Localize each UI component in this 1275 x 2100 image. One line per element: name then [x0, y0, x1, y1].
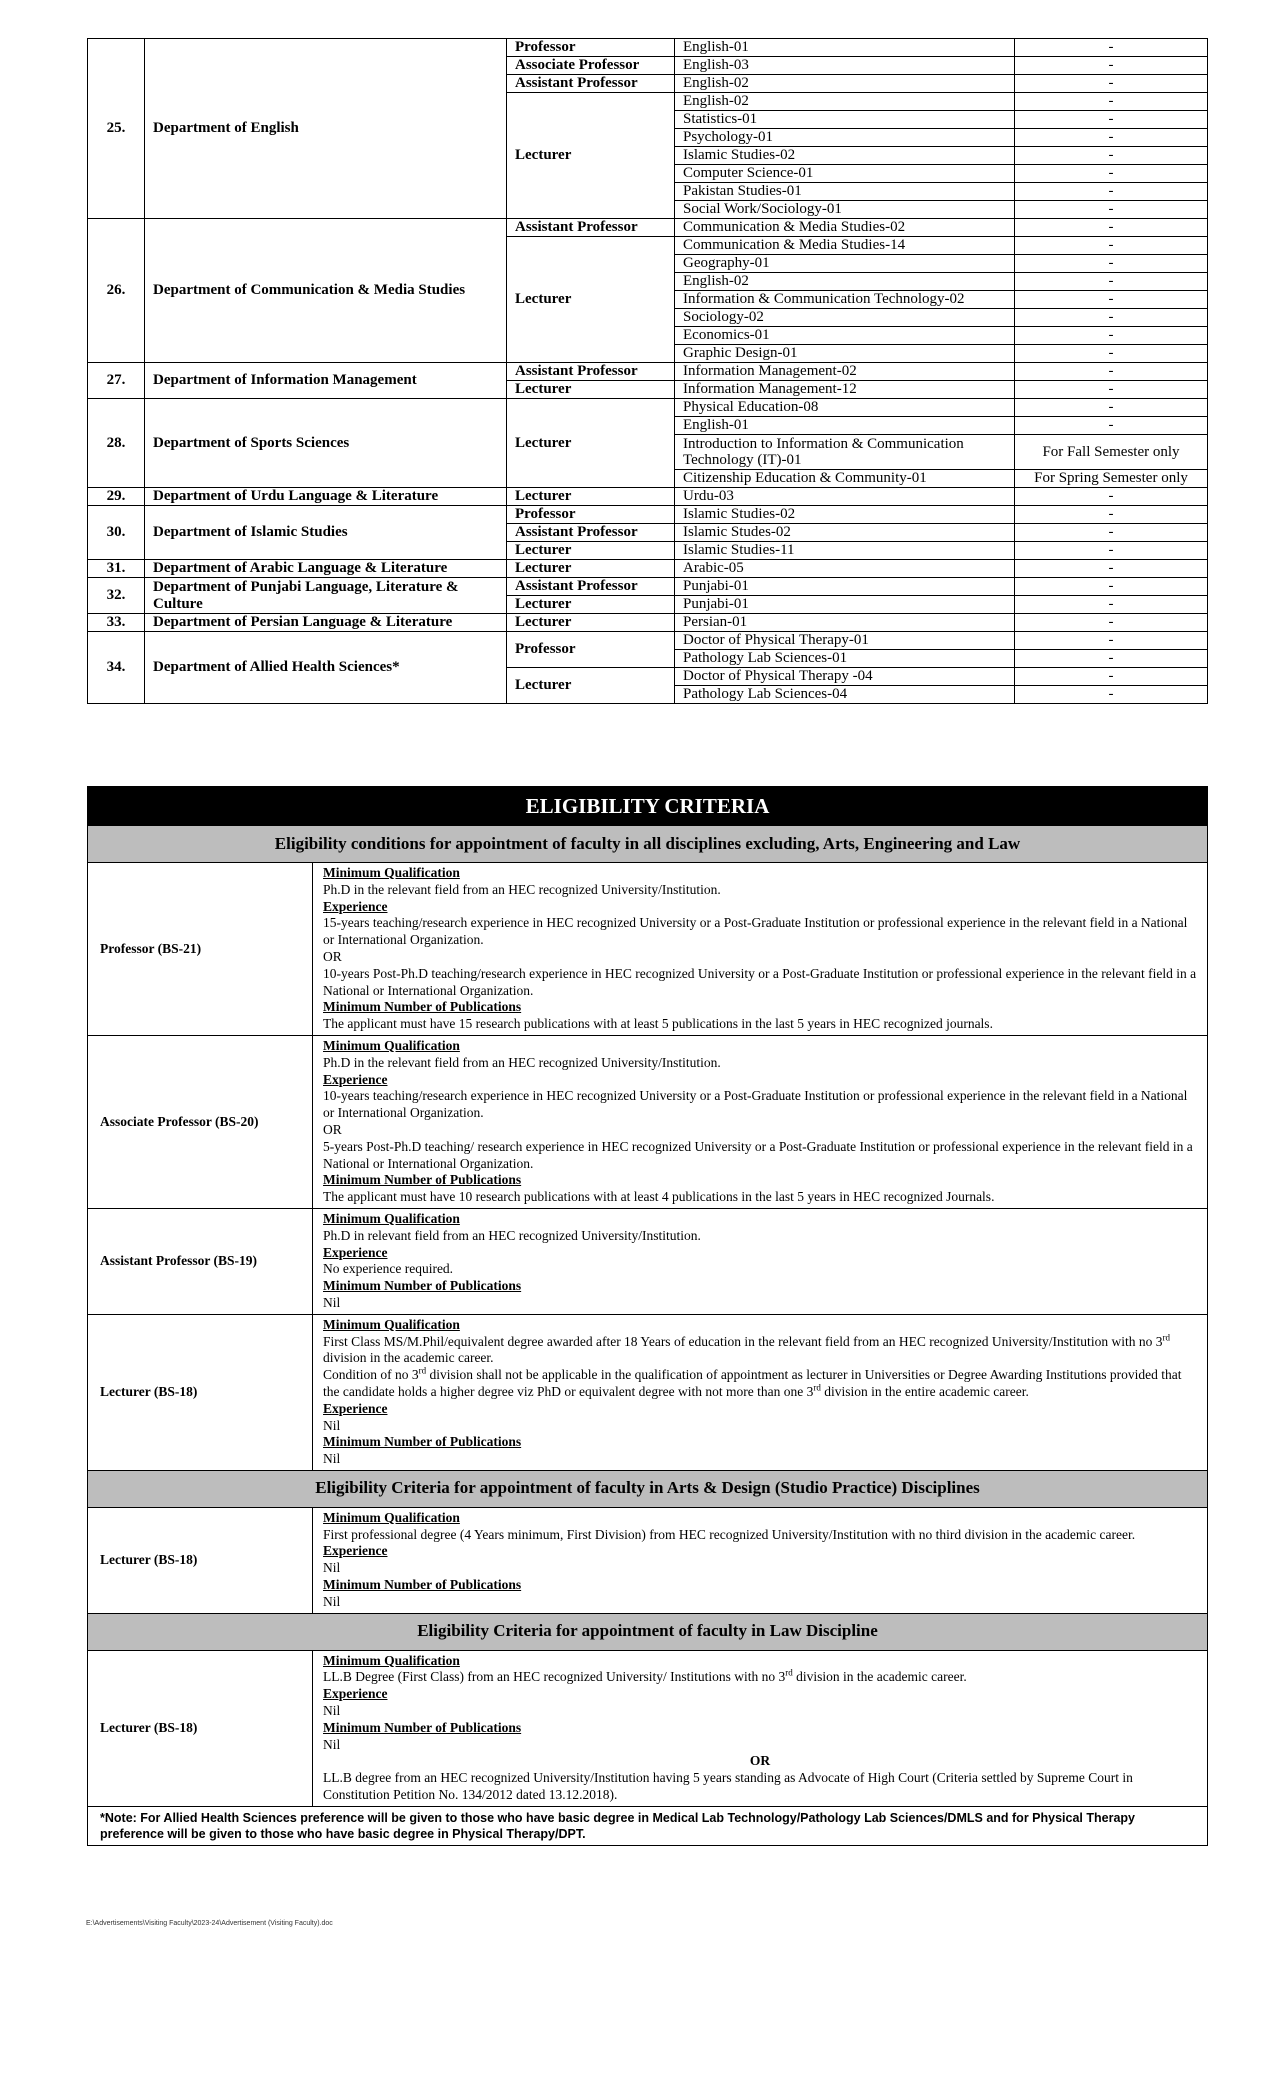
remark: - — [1015, 219, 1208, 237]
criteria-heading: Experience — [323, 898, 388, 914]
subject-seats: Introduction to Information & Communication Technology (IT)-01 — [675, 435, 1015, 470]
department-number: 33. — [88, 614, 145, 632]
department-number: 30. — [88, 506, 145, 560]
criteria-line: Nil — [323, 1736, 341, 1752]
department-name: Department of Persian Language & Literature — [145, 614, 507, 632]
subject-seats: Citizenship Education & Community-01 — [675, 470, 1015, 488]
subject-seats: Islamic Studes-02 — [675, 524, 1015, 542]
subject-seats: English-02 — [675, 273, 1015, 291]
criteria-row — [88, 1650, 1208, 1806]
table-row — [88, 614, 1208, 632]
post-grade: Lecturer (BS-18) — [88, 1507, 313, 1613]
post-title: Assistant Professor — [507, 75, 675, 93]
criteria-heading: Minimum Number of Publications — [323, 999, 522, 1015]
remark: - — [1015, 650, 1208, 668]
criteria-row — [88, 1314, 1208, 1470]
remark: - — [1015, 417, 1208, 435]
remark: - — [1015, 686, 1208, 704]
post-title: Lecturer — [507, 542, 675, 560]
criteria-text — [313, 1035, 1208, 1208]
subject-seats: Graphic Design-01 — [675, 345, 1015, 363]
criteria-line: OR — [323, 1121, 342, 1137]
table-row — [88, 219, 1208, 237]
post-title: Associate Professor — [507, 57, 675, 75]
remark: - — [1015, 93, 1208, 111]
subject-seats: Islamic Studies-02 — [675, 147, 1015, 165]
criteria-line: First Class MS/M.Phil/equivalent degree awarded after 18 Years of education in the relevant field from an HEC recognized University/Institution with no 3rd division in the academic career. — [323, 1332, 1170, 1366]
criteria-line: Nil — [323, 1294, 341, 1310]
criteria-heading: Minimum Qualification — [323, 1316, 460, 1332]
remark: - — [1015, 363, 1208, 381]
section-title: Eligibility Criteria for appointment of faculty in Arts & Design (Studio Practice) Disciplines — [88, 1470, 1208, 1507]
criteria-heading: Minimum Number of Publications — [323, 1172, 522, 1188]
criteria-line: Nil — [323, 1560, 341, 1576]
subject-seats: English-01 — [675, 417, 1015, 435]
remark: - — [1015, 147, 1208, 165]
post-title: Assistant Professor — [507, 219, 675, 237]
criteria-line: Nil — [323, 1451, 341, 1467]
criteria-text — [313, 863, 1208, 1036]
department-name: Department of Arabic Language & Literature — [145, 560, 507, 578]
department-name: Department of Punjabi Language, Literature & Culture — [145, 578, 507, 614]
remark: - — [1015, 632, 1208, 650]
table-row — [88, 399, 1208, 417]
subject-seats: Islamic Studies-11 — [675, 542, 1015, 560]
criteria-line: 10-years Post-Ph.D teaching/research experience in HEC recognized University or a Post-Graduate Institution or professional experience in the relevant field in a National or International Organization. — [323, 965, 1197, 998]
criteria-line: No experience required. — [323, 1261, 454, 1277]
criteria-text — [313, 1314, 1208, 1470]
subject-seats: Communication & Media Studies-14 — [675, 237, 1015, 255]
post-title: Lecturer — [507, 596, 675, 614]
subject-seats: Islamic Studies-02 — [675, 506, 1015, 524]
criteria-heading: Minimum Number of Publications — [323, 1577, 522, 1593]
post-title: Assistant Professor — [507, 524, 675, 542]
criteria-row — [88, 863, 1208, 1036]
subject-seats: Punjabi-01 — [675, 596, 1015, 614]
remark: For Spring Semester only — [1015, 470, 1208, 488]
criteria-heading: Minimum Qualification — [323, 865, 460, 880]
post-grade: Lecturer (BS-18) — [88, 1314, 313, 1470]
post-title: Professor — [507, 39, 675, 57]
subject-seats: English-02 — [675, 75, 1015, 93]
section-title: Eligibility conditions for appointment of faculty in all disciplines excluding, Arts, Engineering and Law — [88, 826, 1208, 863]
department-name: Department of Sports Sciences — [145, 399, 507, 488]
criteria-heading: Minimum Number of Publications — [323, 1278, 522, 1294]
remark: - — [1015, 327, 1208, 345]
subject-seats: Sociology-02 — [675, 309, 1015, 327]
criteria-line: Nil — [323, 1703, 341, 1719]
post-title: Lecturer — [507, 381, 675, 399]
post-title: Lecturer — [507, 488, 675, 506]
department-number: 25. — [88, 39, 145, 219]
department-name: Department of Allied Health Sciences* — [145, 632, 507, 704]
subject-seats: Punjabi-01 — [675, 578, 1015, 596]
department-number: 31. — [88, 560, 145, 578]
section-row — [88, 1613, 1208, 1650]
footnote: *Note: For Allied Health Sciences preference will be given to those who have basic degree in Medical Lab Technology/Pathology Lab Sciences/DMLS and for Physical Therapy preference will be given to those who have basic degree in Physical Therapy/DPT. — [88, 1806, 1208, 1845]
remark: - — [1015, 39, 1208, 57]
remark: - — [1015, 560, 1208, 578]
eligibility-heading: ELIGIBILITY CRITERIA — [88, 787, 1208, 826]
section-title: Eligibility Criteria for appointment of faculty in Law Discipline — [88, 1613, 1208, 1650]
subject-seats: Arabic-05 — [675, 560, 1015, 578]
remark: - — [1015, 57, 1208, 75]
criteria-heading: Minimum Qualification — [323, 1210, 460, 1226]
subject-seats: Pakistan Studies-01 — [675, 183, 1015, 201]
department-number: 34. — [88, 632, 145, 704]
criteria-line: First professional degree (4 Years minimum, First Division) from HEC recognized University/Institution with no third division in the academic career. — [323, 1526, 1136, 1542]
criteria-line: The applicant must have 15 research publications with at least 5 publications in the last 5 years in HEC recognized journals. — [323, 1016, 993, 1032]
table-row — [88, 363, 1208, 381]
subject-seats: Computer Science-01 — [675, 165, 1015, 183]
subject-seats: English-01 — [675, 39, 1015, 57]
post-grade: Lecturer (BS-18) — [88, 1650, 313, 1806]
subject-seats: Economics-01 — [675, 327, 1015, 345]
criteria-heading: Minimum Number of Publications — [323, 1434, 522, 1450]
post-title: Lecturer — [507, 237, 675, 363]
remark: - — [1015, 614, 1208, 632]
criteria-text — [313, 1208, 1208, 1314]
subject-seats: English-03 — [675, 57, 1015, 75]
remark: - — [1015, 237, 1208, 255]
department-number: 32. — [88, 578, 145, 614]
table-row — [88, 560, 1208, 578]
eligibility-criteria-table — [87, 786, 1208, 1846]
subject-seats: Information Management-02 — [675, 363, 1015, 381]
criteria-heading: Minimum Number of Publications — [323, 1719, 522, 1735]
criteria-row — [88, 1507, 1208, 1613]
criteria-heading: Experience — [323, 1071, 388, 1087]
department-name: Department of Communication & Media Studies — [145, 219, 507, 363]
post-grade: Assistant Professor (BS-19) — [88, 1208, 313, 1314]
remark: - — [1015, 111, 1208, 129]
criteria-line: 10-years teaching/research experience in HEC recognized University or a Post-Graduate Institution or professional experience in the relevant field in a National or International Organization. — [323, 1088, 1188, 1121]
remark: - — [1015, 578, 1208, 596]
post-title: Assistant Professor — [507, 578, 675, 596]
remark: - — [1015, 345, 1208, 363]
criteria-heading: Experience — [323, 1543, 388, 1559]
remark: - — [1015, 273, 1208, 291]
post-title: Professor — [507, 632, 675, 668]
subject-seats: Doctor of Physical Therapy -04 — [675, 668, 1015, 686]
subject-seats: Information & Communication Technology-02 — [675, 291, 1015, 309]
department-name: Department of Islamic Studies — [145, 506, 507, 560]
criteria-text — [313, 1507, 1208, 1613]
table-row — [88, 506, 1208, 524]
criteria-heading: Experience — [323, 1244, 388, 1260]
table-row — [88, 578, 1208, 596]
subject-seats: Persian-01 — [675, 614, 1015, 632]
department-number: 26. — [88, 219, 145, 363]
remark: For Fall Semester only — [1015, 435, 1208, 470]
note-row — [88, 1806, 1208, 1845]
remark: - — [1015, 524, 1208, 542]
subject-seats: Doctor of Physical Therapy-01 — [675, 632, 1015, 650]
department-number: 29. — [88, 488, 145, 506]
table-row — [88, 632, 1208, 650]
section-row — [88, 1470, 1208, 1507]
criteria-line: LL.B Degree (First Class) from an HEC recognized University/ Institutions with no 3rd division in the academic career. — [323, 1667, 967, 1685]
remark: - — [1015, 291, 1208, 309]
department-positions-table — [87, 38, 1208, 704]
criteria-line: Nil — [323, 1593, 341, 1609]
criteria-line: The applicant must have 10 research publications with at least 4 publications in the last 5 years in HEC recognized Journals. — [323, 1189, 995, 1205]
criteria-heading: Experience — [323, 1400, 388, 1416]
post-grade: Associate Professor (BS-20) — [88, 1035, 313, 1208]
criteria-line: LL.B degree from an HEC recognized University/Institution having 5 years standing as Advocate of High Court (Criteria settled by Supreme Court in Constitution Petition No. 134/2012 dated 13.12.2018). — [323, 1770, 1133, 1803]
footer-file-path: E:\Advertisements\Visiting Faculty\2023-24\Advertisement (Visiting Faculty).doc — [86, 1920, 333, 1927]
subject-seats: Social Work/Sociology-01 — [675, 201, 1015, 219]
subject-seats: Pathology Lab Sciences-04 — [675, 686, 1015, 704]
criteria-heading: Minimum Qualification — [323, 1652, 460, 1668]
remark: - — [1015, 596, 1208, 614]
subject-seats: Urdu-03 — [675, 488, 1015, 506]
section-row — [88, 826, 1208, 863]
remark: - — [1015, 381, 1208, 399]
criteria-line: 15-years teaching/research experience in HEC recognized University or a Post-Graduate Institution or professional experience in the relevant field in a National or International Organization. — [323, 915, 1188, 948]
criteria-line: OR — [323, 948, 342, 964]
subject-seats: English-02 — [675, 93, 1015, 111]
remark: - — [1015, 183, 1208, 201]
subject-seats: Geography-01 — [675, 255, 1015, 273]
department-number: 28. — [88, 399, 145, 488]
criteria-line: Ph.D in the relevant field from an HEC recognized University/Institution. — [323, 1054, 721, 1070]
subject-seats: Psychology-01 — [675, 129, 1015, 147]
criteria-row — [88, 1208, 1208, 1314]
department-name: Department of Urdu Language & Literature — [145, 488, 507, 506]
table-row — [88, 39, 1208, 57]
post-title: Lecturer — [507, 399, 675, 488]
remark: - — [1015, 309, 1208, 327]
criteria-text — [313, 1650, 1208, 1806]
remark: - — [1015, 399, 1208, 417]
remark: - — [1015, 506, 1208, 524]
subject-seats: Communication & Media Studies-02 — [675, 219, 1015, 237]
criteria-row — [88, 1035, 1208, 1208]
department-number: 27. — [88, 363, 145, 399]
remark: - — [1015, 668, 1208, 686]
criteria-heading: Minimum Qualification — [323, 1037, 460, 1053]
criteria-line: Condition of no 3rd division shall not be applicable in the qualification of appointment as lecturer in Universities or Degree Awarding Institutions provided that the candidate holds a higher degree viz PhD or equivalent degree with not more than one 3rd division in the entire academic career. — [323, 1365, 1182, 1399]
post-title: Lecturer — [507, 560, 675, 578]
table-row — [88, 488, 1208, 506]
post-title: Professor — [507, 506, 675, 524]
subject-seats: Information Management-12 — [675, 381, 1015, 399]
subject-seats: Physical Education-08 — [675, 399, 1015, 417]
criteria-line: Nil — [323, 1417, 341, 1433]
subject-seats: Pathology Lab Sciences-01 — [675, 650, 1015, 668]
criteria-line: Ph.D in the relevant field from an HEC recognized University/Institution. — [323, 881, 721, 897]
post-title: Lecturer — [507, 93, 675, 219]
criteria-heading: Minimum Qualification — [323, 1509, 460, 1525]
criteria-line: 5-years Post-Ph.D teaching/ research experience in HEC recognized University or a Post-Graduate Institution or professional experience in the relevant field in a National or International Organization. — [323, 1138, 1193, 1171]
remark: - — [1015, 542, 1208, 560]
remark: - — [1015, 488, 1208, 506]
post-title: Assistant Professor — [507, 363, 675, 381]
criteria-heading: Experience — [323, 1686, 388, 1702]
remark: - — [1015, 201, 1208, 219]
remark: - — [1015, 165, 1208, 183]
post-grade: Professor (BS-21) — [88, 863, 313, 1036]
post-title: Lecturer — [507, 668, 675, 704]
criteria-line: Ph.D in relevant field from an HEC recognized University/Institution. — [323, 1227, 701, 1243]
remark: - — [1015, 255, 1208, 273]
department-name: Department of English — [145, 39, 507, 219]
or-separator: OR — [749, 1753, 771, 1769]
post-title: Lecturer — [507, 614, 675, 632]
remark: - — [1015, 75, 1208, 93]
department-name: Department of Information Management — [145, 363, 507, 399]
remark: - — [1015, 129, 1208, 147]
subject-seats: Statistics-01 — [675, 111, 1015, 129]
